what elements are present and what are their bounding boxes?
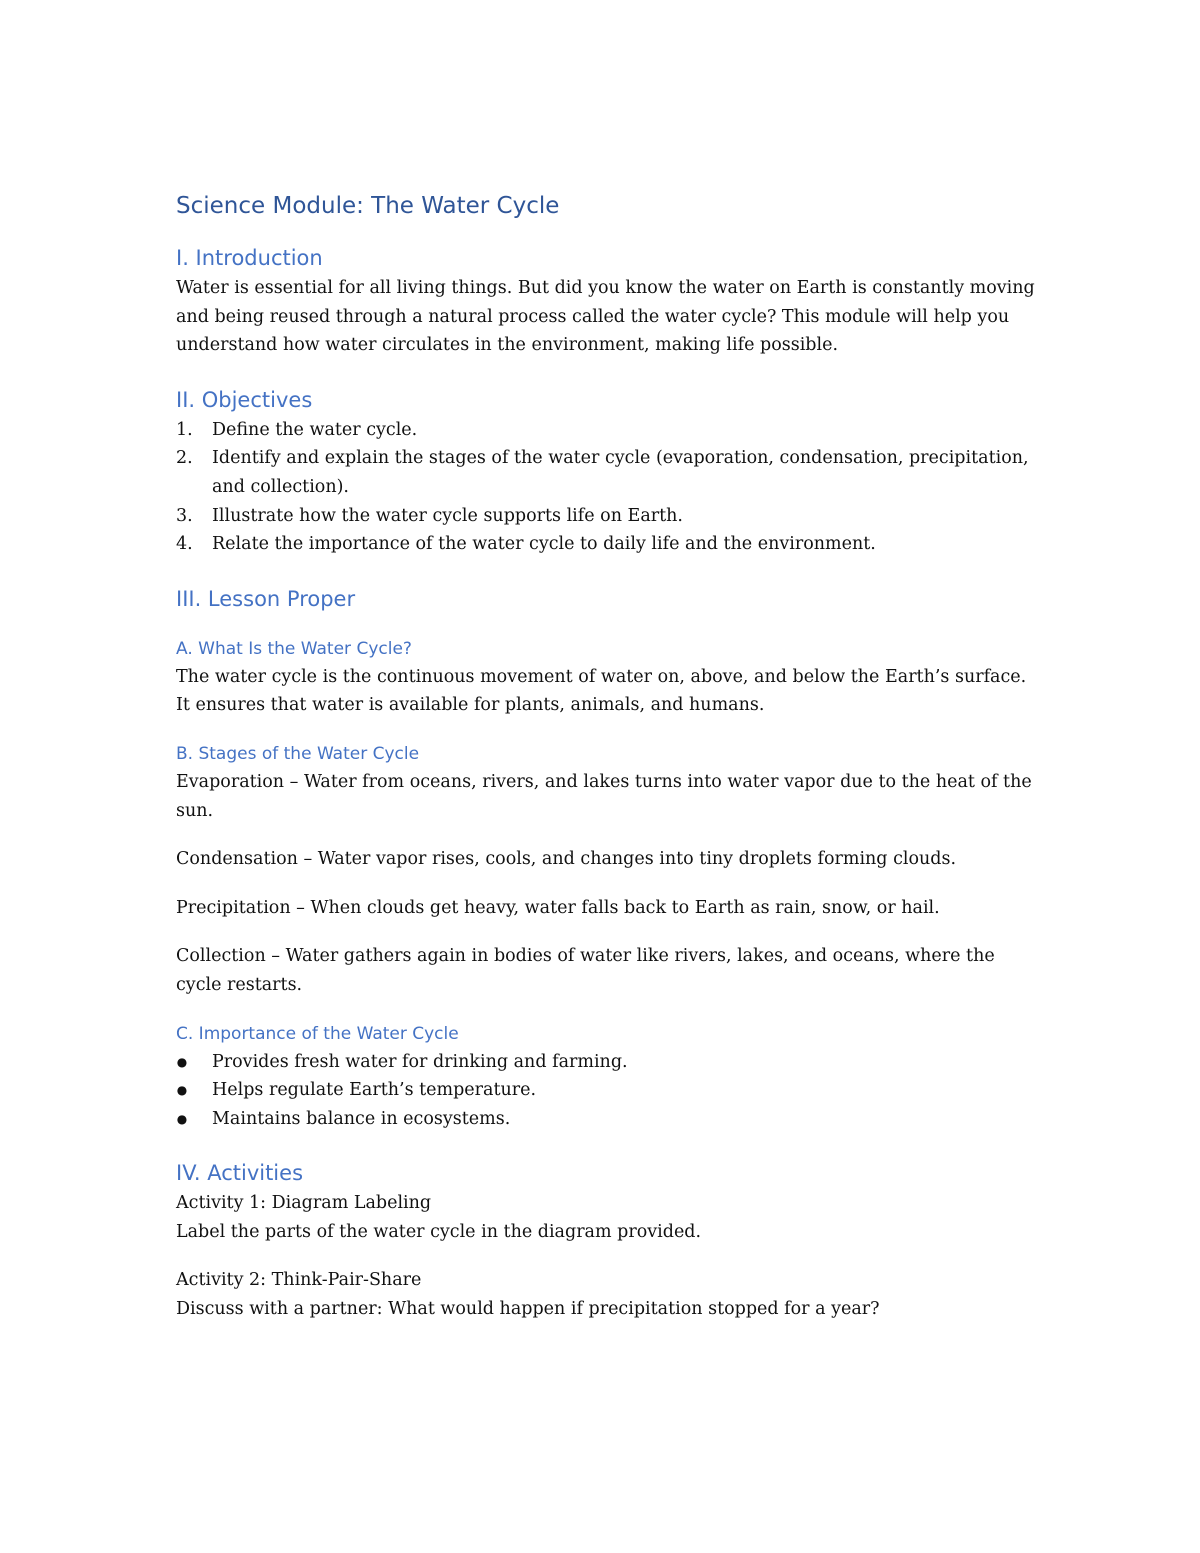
importance-text: Maintains balance in ecosystems.	[212, 1108, 511, 1129]
importance-item	[176, 1105, 1036, 1134]
stage-paragraph: Collection – Water gathers again in bodies of water like rivers, lakes, and oceans, where the cycle restarts.	[176, 946, 995, 995]
importance-item	[176, 1048, 1036, 1077]
objective-text: Define the water cycle.	[212, 419, 418, 440]
lesson-heading: III. Lesson Proper	[176, 586, 356, 611]
objective-number: 3.	[176, 505, 193, 526]
objectives-heading: II. Objectives	[176, 387, 313, 412]
document-content	[176, 188, 1036, 1324]
objective-item	[176, 530, 1036, 559]
objective-number: 2.	[176, 448, 193, 469]
activity-instruction: Label the parts of the water cycle in the diagram provided.	[176, 1221, 702, 1242]
objective-item	[176, 416, 1036, 445]
objectives-list	[176, 416, 1036, 559]
introduction-paragraph: Water is essential for all living things. But did you know the water on Earth is constantly moving and being reused through a natural process called the water cycle? This module will help you understand how water circulates in the environment, making life possible.	[176, 278, 1035, 356]
bullet-icon: ●	[176, 1054, 188, 1069]
activities-heading: IV. Activities	[176, 1161, 304, 1186]
stage-paragraph: Evaporation – Water from oceans, rivers, and lakes turns into water vapor due to the heat of the sun.	[176, 771, 1032, 821]
activity-title: Activity 1: Diagram Labeling	[176, 1193, 432, 1214]
bullet-icon: ●	[176, 1083, 188, 1098]
objective-text: Illustrate how the water cycle supports life on Earth.	[212, 505, 683, 526]
activity-instruction: Discuss with a partner: What would happen if precipitation stopped for a year?	[176, 1299, 880, 1320]
document-title: Science Module: The Water Cycle	[176, 193, 560, 219]
what-is-paragraph: The water cycle is the continuous movement of water on, above, and below the Earth’s surface. It ensures that water is available for plants, animals, and humans.	[176, 666, 1027, 716]
objective-number: 1.	[176, 419, 193, 440]
importance-text: Provides fresh water for drinking and farming.	[212, 1051, 628, 1072]
what-is-heading: A. What Is the Water Cycle?	[176, 638, 412, 659]
objective-text: Relate the importance of the water cycle to daily life and the environment.	[212, 534, 876, 555]
objective-item	[176, 502, 1036, 531]
importance-list	[176, 1048, 1036, 1134]
importance-heading: C. Importance of the Water Cycle	[176, 1023, 459, 1044]
bullet-icon: ●	[176, 1111, 188, 1126]
importance-item	[176, 1076, 1036, 1105]
importance-text: Helps regulate Earth’s temperature.	[212, 1080, 537, 1101]
stages-heading: B. Stages of the Water Cycle	[176, 743, 420, 764]
stage-paragraph: Precipitation – When clouds get heavy, water falls back to Earth as rain, snow, or hail.	[176, 897, 940, 918]
objective-text: Identify and explain the stages of the water cycle (evaporation, condensation, precipitation, and collection).	[212, 448, 1029, 497]
objective-number: 4.	[176, 534, 193, 555]
introduction-heading: I. Introduction	[176, 246, 323, 270]
objective-item	[176, 444, 1036, 501]
stage-paragraph: Condensation – Water vapor rises, cools, and changes into tiny droplets forming clouds.	[176, 849, 957, 870]
activity-title: Activity 2: Think-Pair-Share	[176, 1270, 422, 1291]
